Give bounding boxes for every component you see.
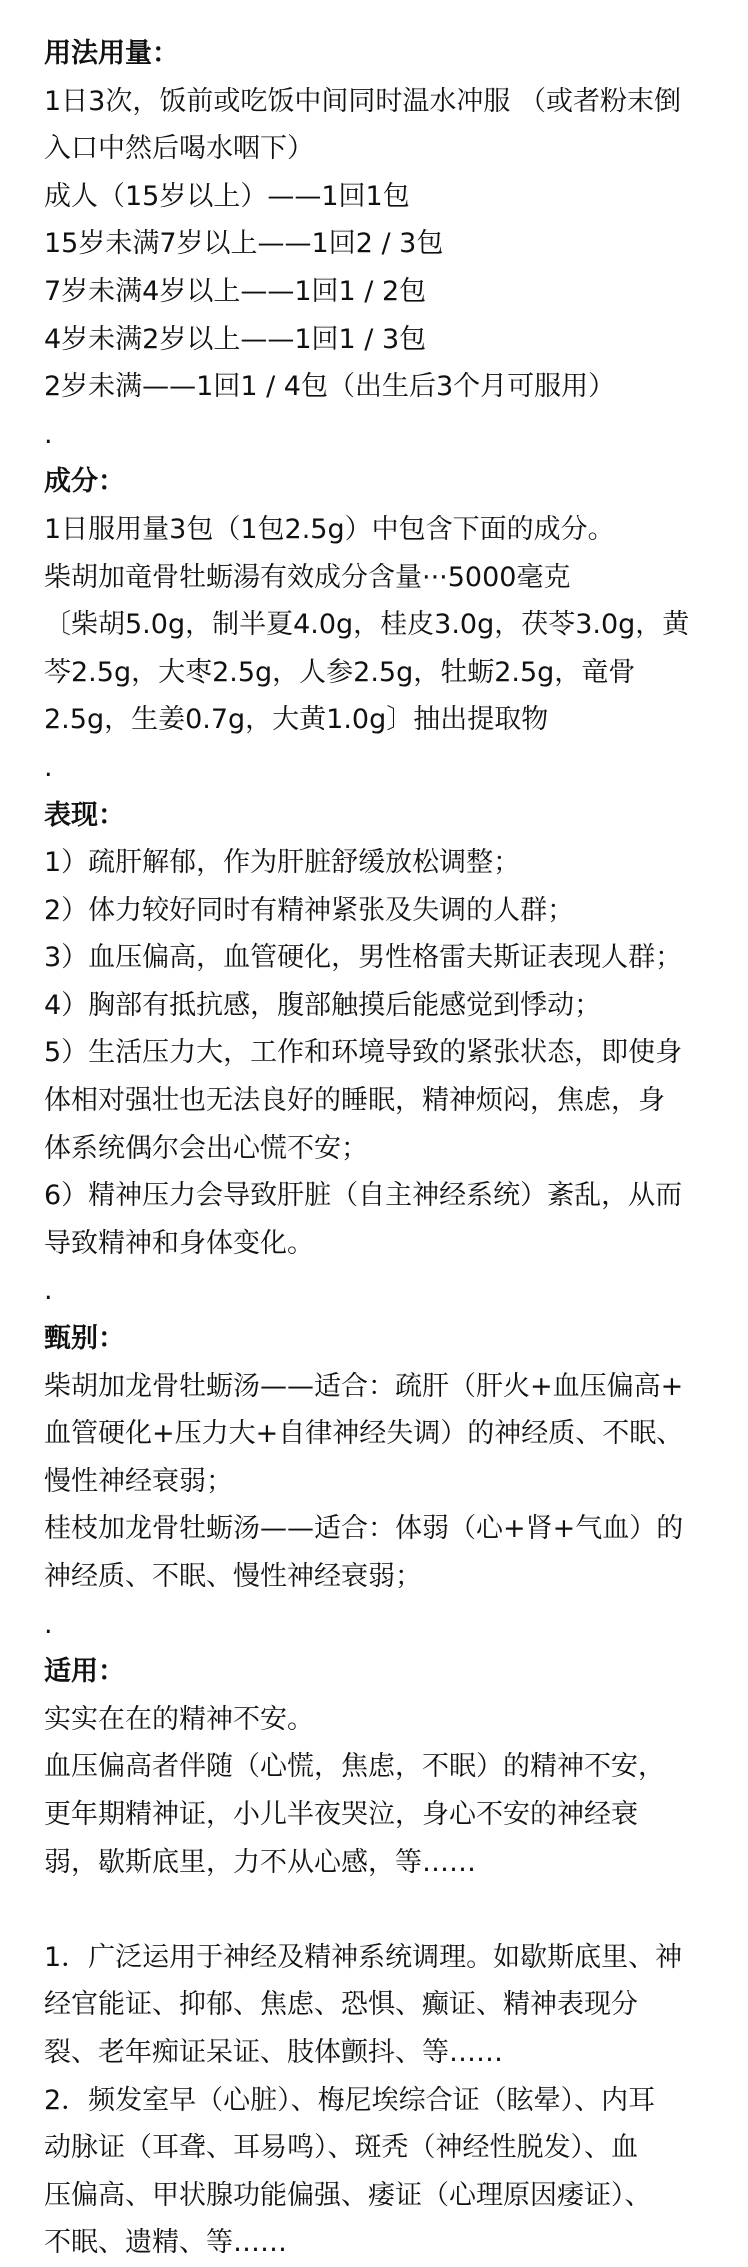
text-line: 实实在在的精神不安。 <box>44 1703 314 1735</box>
text-line: 柴胡加竜骨牡蛎湯有效成分含量···5000毫克 <box>44 561 571 593</box>
text-line: 桂枝加龙骨牡蛎汤——适合：体弱（心+肾+气血）的 <box>44 1513 684 1545</box>
section-separator: . <box>44 751 53 783</box>
section-symptoms <box>44 792 708 1316</box>
text-line: 体系统偶尔会出心慌不安； <box>44 1132 368 1164</box>
text-line: 神经质、不眠、慢性神经衰弱； <box>44 1561 422 1592</box>
text-line: 更年期精神证，小儿半夜哭泣，身心不安的神经衰 <box>44 1798 638 1830</box>
text-line: 裂、老年痴证呆证、肢体颤抖、等…… <box>44 2036 503 2068</box>
text-line: 1日服用量3包（1包2.5g）中包含下面的成分。 <box>44 513 615 545</box>
section-separator: . <box>44 418 53 450</box>
text-line: 5）生活压力大，工作和环境导致的紧张状态，即使身 <box>44 1037 683 1069</box>
text-line: 导致精神和身体变化。 <box>44 1227 314 1259</box>
section-separator: . <box>44 1608 53 1640</box>
section-heading: 甄别： <box>44 1323 125 1355</box>
text-line: 慢性神经衰弱； <box>44 1465 233 1497</box>
text-line: 3）血压偏高，血管硬化，男性格雷夫斯证表现人群； <box>44 942 683 974</box>
text-line: 6）精神压力会导致肝脏（自主神经系统）紊乱，从而 <box>44 1180 683 1212</box>
section-differentiation <box>44 1315 708 1648</box>
text-line: 1日3次，饭前或吃饭中间同时温水冲服 （或者粉末倒 <box>44 85 681 117</box>
text-line: 入口中然后喝水咽下） <box>44 133 314 165</box>
text-line: 柴胡加龙骨牡蛎汤——适合：疏肝（肝火+血压偏高+ <box>44 1370 684 1402</box>
section-usage <box>44 30 708 458</box>
text-line: 芩2.5g，大枣2.5g，人参2.5g，牡蛎2.5g，竜骨 <box>44 656 636 688</box>
text-line: 不眠、遗精、等…… <box>44 2227 287 2259</box>
text-line: 7岁未满4岁以上——1回1 / 2包 <box>44 275 427 307</box>
text-line: 4）胸部有抵抗感，腹部触摸后能感觉到悸动； <box>44 989 602 1021</box>
text-line: 体相对强壮也无法良好的睡眠，精神烦闷，焦虑，身 <box>44 1085 665 1117</box>
text-line: 1．广泛运用于神经及精神系统调理。如歇斯底里、神 <box>44 1941 683 1973</box>
text-line: 〔柴胡5.0g，制半夏4.0g，桂皮3.0g，茯苓3.0g，黄 <box>44 609 690 641</box>
section-heading: 适用： <box>44 1656 125 1688</box>
text-line: 4岁未满2岁以上——1回1 / 3包 <box>44 323 427 355</box>
text-line: 血管硬化+压力大+自律神经失调）的神经质、不眠、 <box>44 1418 684 1450</box>
text-line: 2岁未满——1回1 / 4包（出生后3个月可服用） <box>44 371 616 403</box>
section-applicability <box>44 1648 708 2267</box>
text-line: 压偏高、甲状腺功能偏强、痿证（心理原因痿证）、 <box>44 2179 652 2211</box>
text-line: 成人（15岁以上）——1回1包 <box>44 180 410 212</box>
text-line: 动脉证（耳聋、耳易鸣）、斑秃（神经性脱发）、血 <box>44 2132 638 2164</box>
text-line: 经官能证、抑郁、焦虑、恐惧、癫证、精神表现分 <box>44 1989 638 2021</box>
text-line: 1）疏肝解郁，作为肝脏舒缓放松调整； <box>44 847 521 879</box>
section-heading: 成分： <box>44 466 125 498</box>
text-line: 弱，歇斯底里，力不从心感，等…… <box>44 1846 476 1878</box>
text-line: 血压偏高者伴随（心慌，焦虑，不眠）的精神不安， <box>44 1751 665 1783</box>
section-heading: 表现： <box>44 799 125 831</box>
section-heading: 用法用量： <box>44 38 179 69</box>
section-separator: . <box>44 1275 53 1307</box>
blank-line <box>44 1886 708 1934</box>
text-line: 2.5g，生姜0.7g，大黄1.0g〕抽出提取物 <box>44 704 549 736</box>
text-line: 2）体力较好同时有精神紧张及失调的人群； <box>44 894 575 926</box>
section-ingredients <box>44 458 708 791</box>
text-line: 2．频发室早（心脏）、梅尼埃综合证（眩晕）、内耳 <box>44 2084 656 2116</box>
text-line: 15岁未满7岁以上——1回2 / 3包 <box>44 228 444 260</box>
